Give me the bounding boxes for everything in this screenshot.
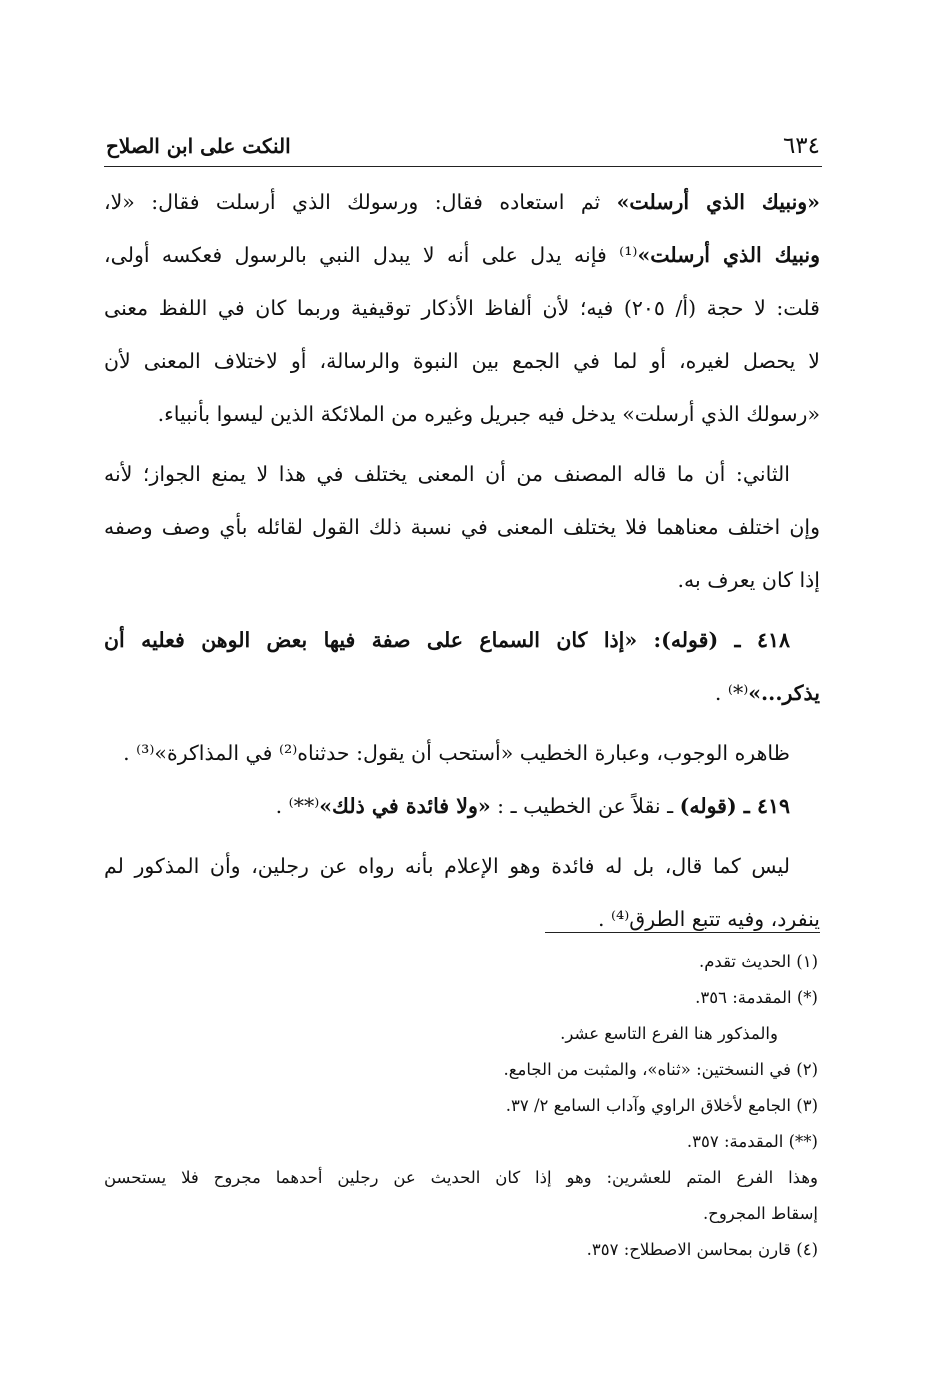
text-line: ليس كما قال، بل له فائدة وهو الإعلام بأنه رواه عن رجلين، وأن المذكور لم	[104, 854, 790, 878]
footnote: (**) المقدمة: ٣٥٧.	[686, 1132, 818, 1151]
line-text: ⁽*⁾ .	[714, 681, 749, 705]
quoted-phrase: يذكر...»	[748, 681, 820, 705]
text-line: ظاهره الوجوب، وعبارة الخطيب «أستحب أن يقول: حدثناه⁽²⁾ في المذاكرة»⁽³⁾ .	[123, 741, 790, 765]
text-line: «رسولك الذي أرسلت» يدخل فيه جبريل وغيره من الملائكة الذين ليسوا بأنبياء.	[157, 402, 820, 426]
line-text: ثم استعاده فقال: ورسولك الذي أرسلت فقال: «لا،	[104, 190, 617, 214]
page-number: ٦٣٤	[782, 133, 820, 159]
text-line: لا يحصل لغيره، أو لما في الجمع بين النبوة والرسالة، أو لاختلاف المعنى لأن	[104, 349, 820, 373]
footnote: وهذا الفرع المتم للعشرين: وهو إذا كان الحديث عن رجلين أحدهما مجروح فلا يستحسن	[104, 1168, 818, 1187]
footnote: والمذكور هنا الفرع التاسع عشر.	[560, 1024, 778, 1043]
text-line: الثاني: أن ما قاله المصنف من أن المعنى يختلف في هذا لا يمنع الجواز؛ لأنه	[104, 462, 790, 486]
text-line	[104, 667, 820, 720]
line-text: ـ نقلاً عن الخطيب ـ :	[490, 794, 680, 818]
footnote: إسقاط المجروح.	[702, 1204, 818, 1223]
text-line	[104, 229, 820, 282]
line-text: ⁽**⁾ .	[275, 794, 320, 818]
text-line: ينفرد، وفيه تتبع الطرق⁽⁴⁾ .	[597, 907, 820, 931]
footnotes	[104, 944, 818, 1268]
header-divider	[104, 166, 822, 167]
footnote: (٢) في النسختين: «ثناه»، والمثبت من الجامع.	[503, 1060, 818, 1079]
text-line	[104, 176, 820, 229]
quoted-phrase: ونبيك الذي أرسلت»	[637, 243, 820, 267]
section-heading-419	[104, 780, 820, 833]
footnote-divider	[545, 932, 820, 933]
text-line: وإن اختلف معناهما فلا يختلف المعنى في نسبة ذلك القول لقائله بأي وصف وصفه	[104, 515, 820, 539]
footnote: (١) الحديث تقدم.	[698, 952, 818, 971]
running-title: النكت على ابن الصلاح	[106, 134, 291, 158]
text-line: إذا كان يعرف به.	[677, 568, 820, 592]
quoted-phrase: «ولا فائدة في ذلك»	[319, 794, 491, 818]
quoted-phrase: «ونبيك الذي أرسلت»	[616, 190, 820, 214]
section-number: ٤١٩ ـ (قوله)	[679, 794, 790, 818]
main-text	[104, 176, 820, 946]
footnote: (*) المقدمة: ٣٥٦.	[695, 988, 818, 1007]
footnote: (٤) قارن بمحاسن الاصطلاح: ٣٥٧.	[586, 1240, 818, 1259]
line-text: ⁽¹⁾ فإنه يدل على أنه لا يبدل النبي بالرسول فعكسه أولى،	[104, 243, 638, 267]
footnote: (٣) الجامع لأخلاق الراوي وآداب السامع ٢/ ٣٧.	[505, 1096, 818, 1115]
page-header	[106, 128, 820, 164]
text-line: قلت: لا حجة (أ/ ٢٠٥) فيه؛ لأن ألفاظ الأذكار توقيفية وربما كان في اللفظ معنى	[104, 296, 820, 320]
section-heading-418: ٤١٨ ـ (قوله): «إذا كان السماع على صفة فيها بعض الوهن فعليه أن	[104, 628, 790, 652]
